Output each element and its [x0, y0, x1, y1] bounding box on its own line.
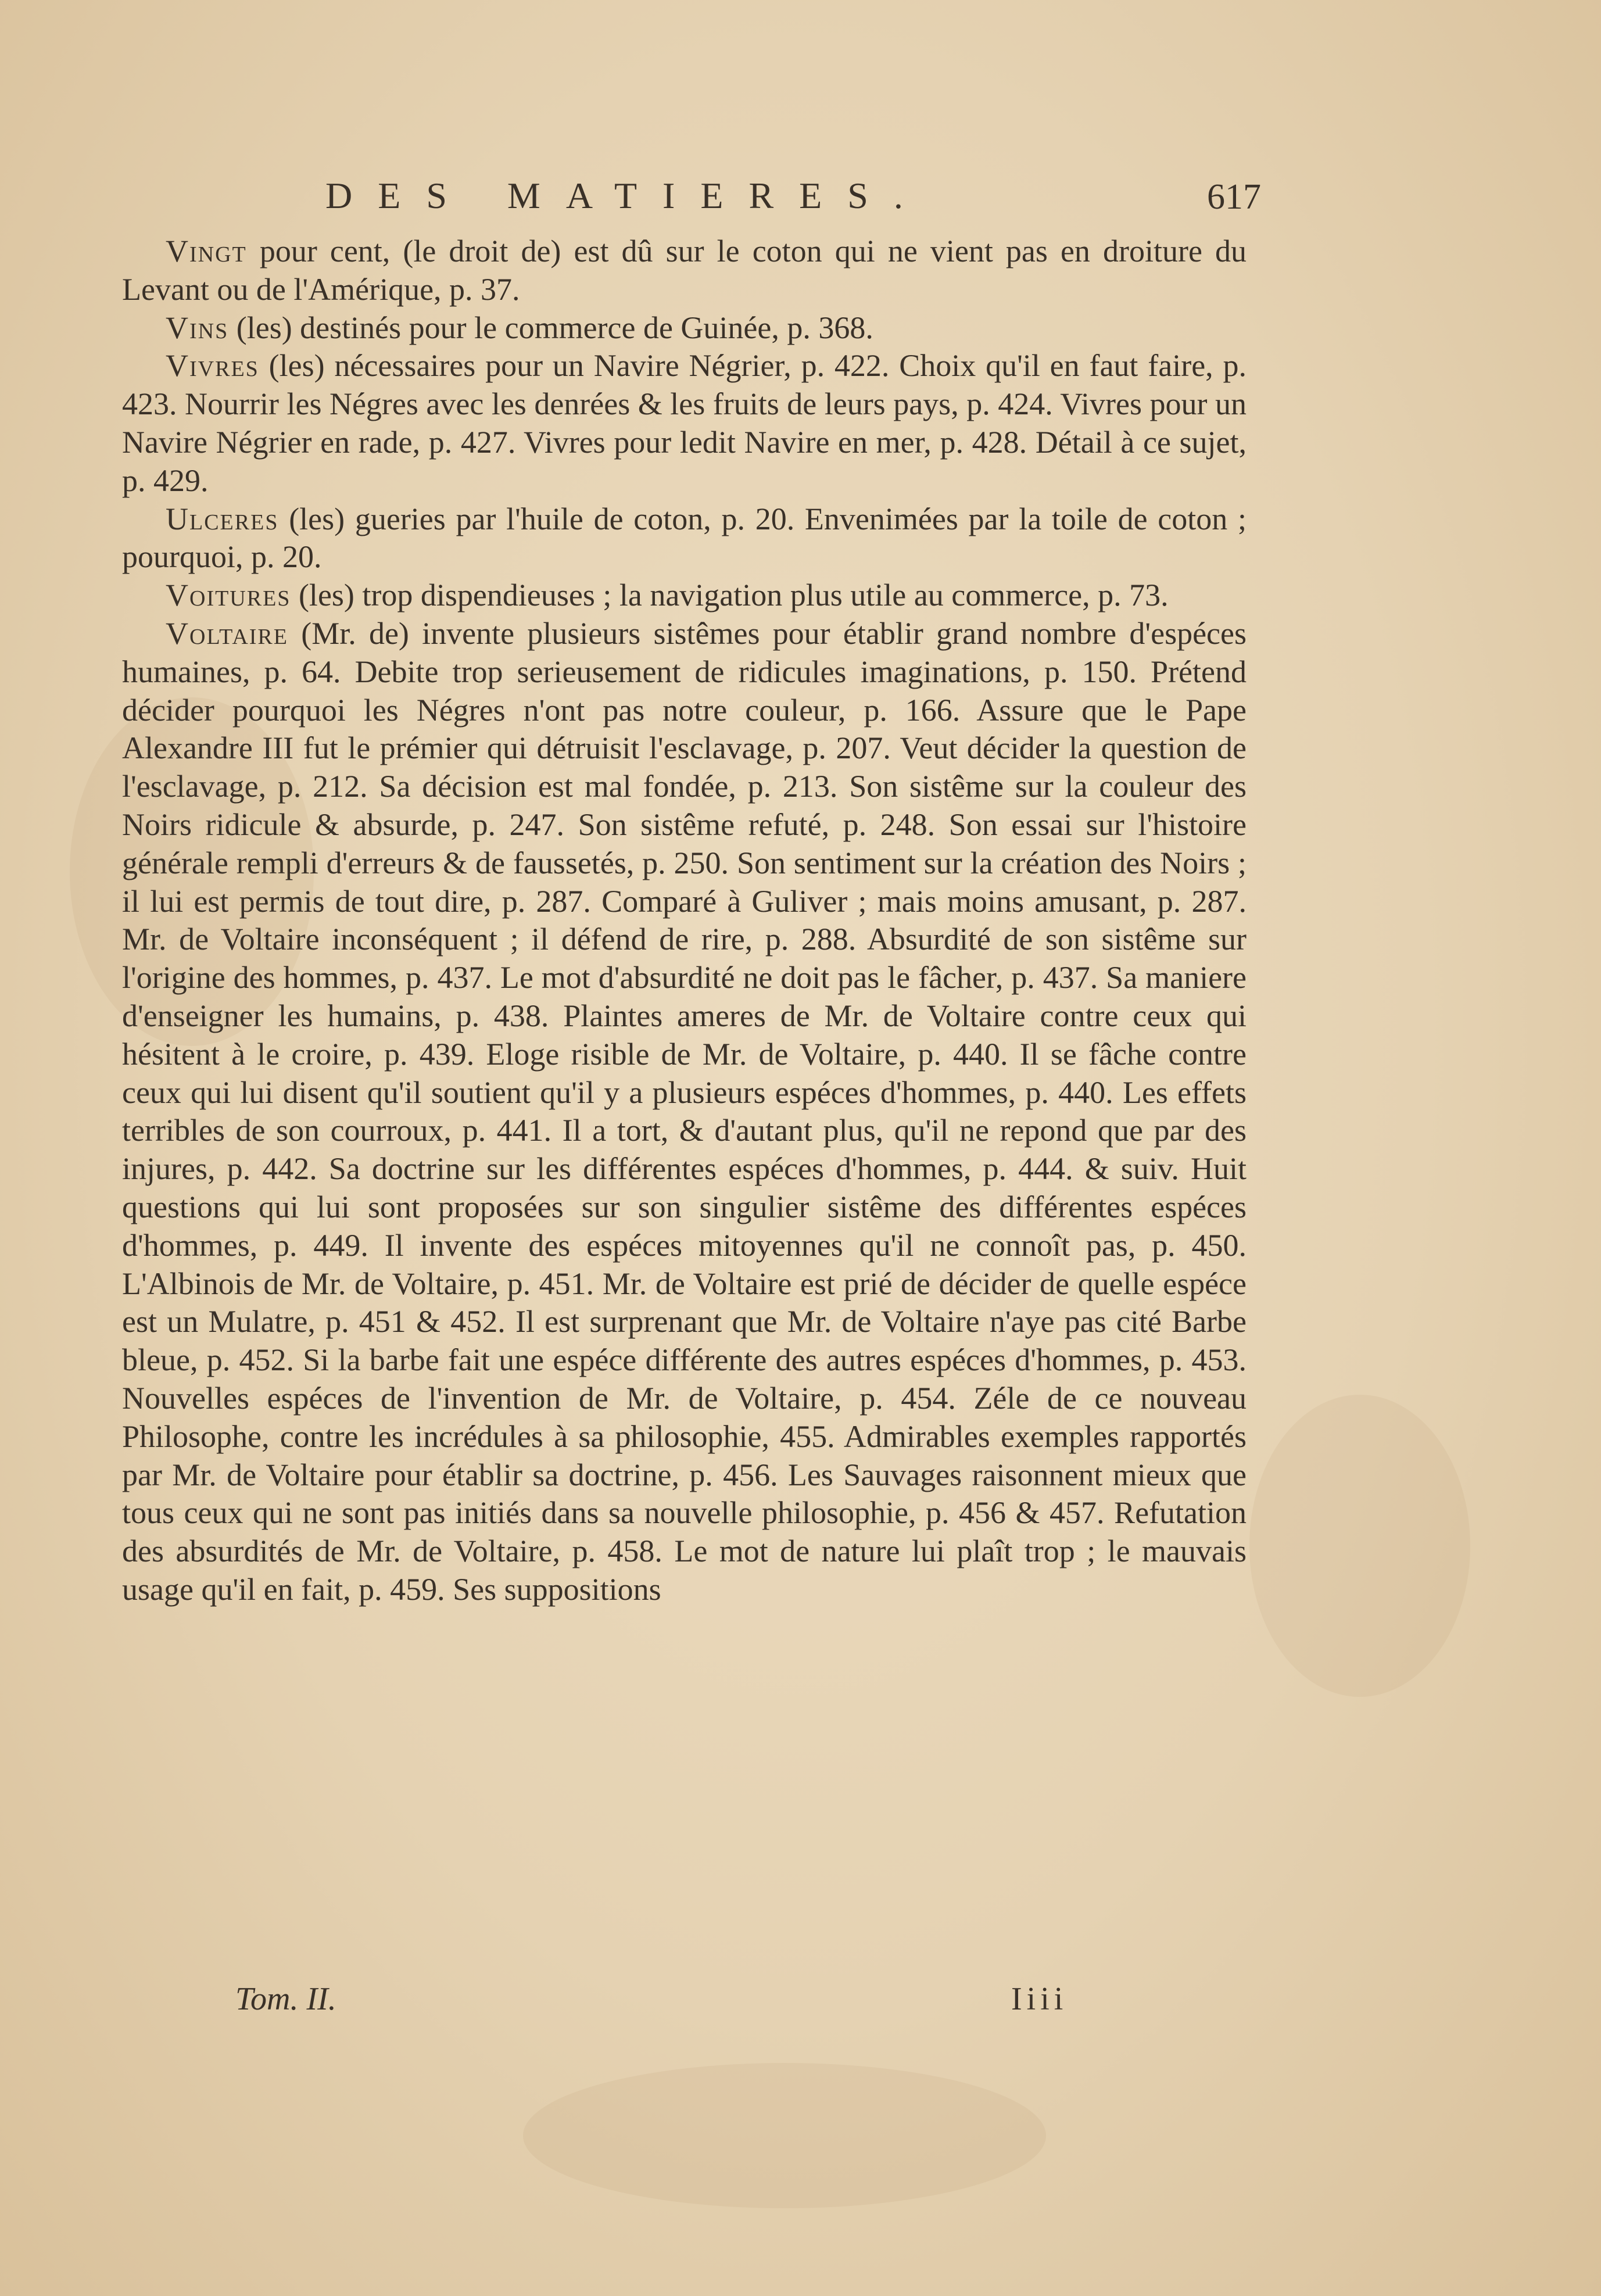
entry-text: (les) trop dispendieuses ; la navigation plus utile au commerce, p. 73.: [291, 578, 1169, 613]
entry-text: (Mr. de) invente plusieurs sistêmes pour établir grand nombre d'espéces humaines, p. 64. Debite trop serieusement de ridicules imaginations, p. 150. Prétend décider pourquoi les Négres n'ont pas notre couleur, p. 166. Assure que le Pape Alexandre III fut le prémier qui détruisit l'esclavage, p. 207. Veut décider la question de l'esclavage, p. 212. Sa décision est mal fondée, p. 213. Son sistême sur la couleur des Noirs ridicule & absurde, p. 247. Son sistême refuté, p. 248. Son essai sur l'histoire générale rempli d'erreurs & de faussetés, p. 250. Son sentiment sur la création des Noirs ; il lui est permis de tout dire, p. 287. Comparé à Guliver ; mais moins amusant, p. 287. Mr. de Voltaire inconséquent ; il défend de rire, p. 288. Absurdité de son sistême sur l'origine des hommes, p. 437. Le mot d'absurdité ne doit pas le fâcher, p. 437. Sa maniere d'enseigner les humains, p. 438. Plaintes ameres de Mr. de Voltaire contre ceux qui hésitent à le croire, p. 439. Eloge risible de Mr. de Voltaire, p. 440. Il se fâche contre ceux qui lui disent qu'il soutient qu'il y a plusieurs espéces d'hommes, p. 440. Les effets terribles de son courroux, p. 441. Il a tort, & d'autant plus, qu'il ne repond que par des injures, p. 442. Sa doctrine sur les différentes espéces d'hommes, p. 444. & suiv. Huit questions qui lui sont proposées sur son singulier sistême des différentes espéces d'hommes, p. 449. Il invente des espéces mitoyennes qu'il ne connoît pas, p. 450. L'Albinois de Mr. de Voltaire, p. 451. Mr. de Voltaire est prié de décider de quelle espéce est un Mulatre, p. 451 & 452. Il est surprenant que Mr. de Voltaire n'aye pas cité Barbe bleue, p. 452. Si la barbe fait une espéce différente des autres espéces d'hommes, p. 453. Nouvelles espéces de l'invention de Mr. de Voltaire, p. 454. Zéle de ce nouveau Philosophe, contre les incrédules à sa philosophie, 455. Admirables exemples rapportés par Mr. de Voltaire pour établir sa doctrine, p. 456. Les Sauvages raisonnent mieux que tous ceux qui ne sont pas initiés dans sa nouvelle philosophie, p. 456 & 457. Refutation des absurdités de Mr. de Voltaire, p. 458. Le mot de nature lui plaît trop ; le mauvais usage qu'il en fait, p. 459. Ses suppositions: [122, 615, 1247, 1607]
entry-text: (les) destinés pour le commerce de Guinée, p. 368.: [228, 310, 873, 345]
index-entry: [122, 309, 1247, 348]
index-entry: [122, 615, 1247, 1609]
index-entry: [122, 500, 1247, 577]
entry-headword: Vingt: [166, 234, 247, 268]
index-entry: [122, 347, 1247, 500]
entry-text: (les) nécessaires pour un Navire Négrier, p. 422. Choix qu'il en faut faire, p. 423. Nourrir les Négres avec les denrées & les fruits de leurs pays, p. 424. Vivres pour un Navire Négrier en rade, p. 427. Vivres pour ledit Navire en mer, p. 428. Détail à ce sujet, p. 429.: [122, 348, 1247, 498]
entry-headword: Vivres: [166, 348, 259, 384]
running-header: DES MATIERES.: [325, 175, 929, 216]
entry-text: (les) gueries par l'huile de coton, p. 20. Envenimées par la toile de coton ; pourquoi, p. 20.: [122, 501, 1247, 575]
entry-headword: Voitures: [166, 578, 291, 613]
entry-headword: Voltaire: [166, 615, 288, 651]
entry-headword: Ulceres: [166, 501, 279, 536]
index-entry: [122, 576, 1247, 615]
page-number: 617: [1207, 177, 1261, 217]
signature-mark: Iiii: [1011, 1981, 1068, 2017]
paper-stain: [523, 2063, 1046, 2208]
paper-stain: [1249, 1395, 1470, 1697]
index-body: [122, 232, 1247, 1609]
entry-headword: Vins: [166, 310, 229, 345]
entry-text: pour cent, (le droit de) est dû sur le coton qui ne vient pas en droiture du Levant ou de l'Amérique, p. 37.: [122, 234, 1247, 307]
index-entry: [122, 232, 1247, 309]
volume-label: Tom. II.: [235, 1981, 336, 2017]
